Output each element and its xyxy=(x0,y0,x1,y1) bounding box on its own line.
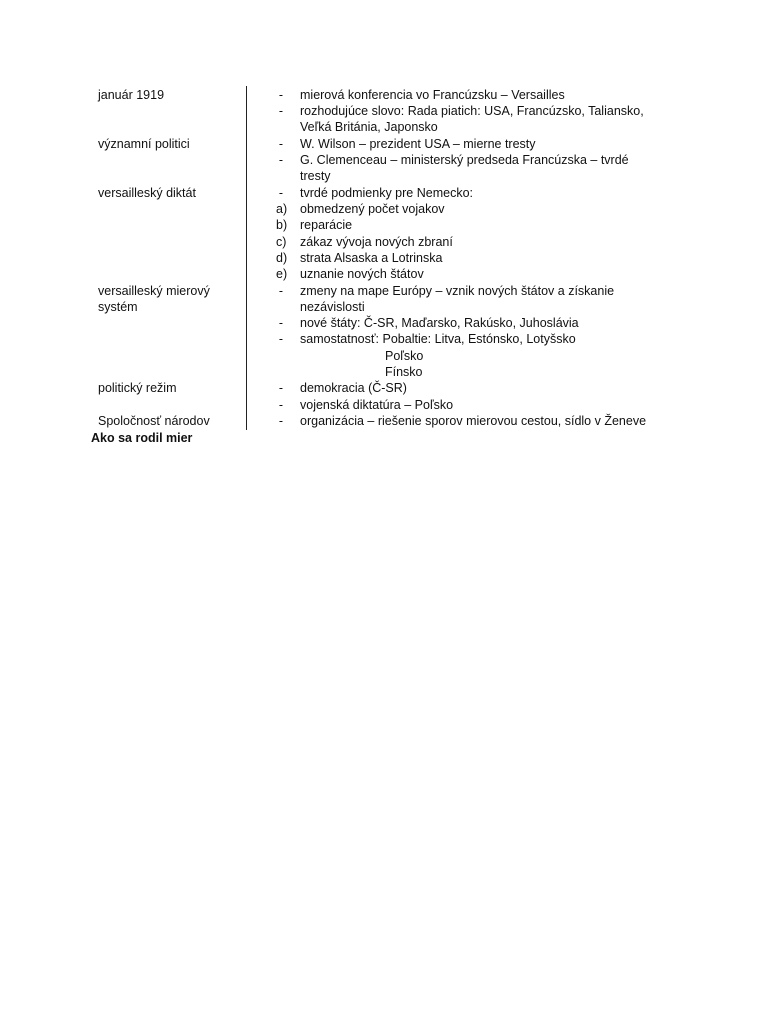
list-item-text: vojenská diktatúra – Poľsko xyxy=(300,398,454,412)
term-politicky-rezim: politický režim xyxy=(98,381,177,395)
footer-title: Ako sa rodil mier xyxy=(91,431,193,445)
list-item-text: nové štáty: Č-SR, Maďarsko, Rakúsko, Juhoslávia xyxy=(300,316,579,330)
list-item-text: tvrdé podmienky pre Nemecko: xyxy=(300,186,473,200)
list-item-text: G. Clemenceau – ministerský predseda Francúzska – tvrdé xyxy=(300,153,629,167)
list-item xyxy=(0,397,768,413)
bullet-marker: - xyxy=(278,398,284,412)
list-item xyxy=(0,217,768,233)
list-item-text: Veľká Británia, Japonsko xyxy=(300,120,438,134)
list-item xyxy=(0,250,768,266)
list-item-text: nezávislosti xyxy=(300,300,365,314)
list-item xyxy=(0,234,768,250)
bullet-marker: - xyxy=(278,414,284,428)
bullet-marker: - xyxy=(278,153,284,167)
list-item xyxy=(0,185,768,201)
list-item-continuation xyxy=(0,348,768,364)
list-item-text: samostatnosť: Pobaltie: Litva, Estónsko, Lotyšsko xyxy=(300,332,576,346)
term-versailles-mierovy-system: versailleský mierový systém xyxy=(98,284,210,315)
letter-marker: c) xyxy=(276,235,287,249)
bullet-marker: - xyxy=(278,137,284,151)
bullet-marker: - xyxy=(278,316,284,330)
list-item-text: reparácie xyxy=(300,218,353,232)
bullet-marker: - xyxy=(278,88,284,102)
list-item-text: obmedzený počet vojakov xyxy=(300,202,445,216)
list-item-continuation xyxy=(0,168,768,184)
bullet-marker: - xyxy=(278,104,284,118)
letter-marker: b) xyxy=(276,218,288,232)
list-item xyxy=(0,136,768,152)
list-item-text: strata Alsaska a Lotrinska xyxy=(300,251,443,265)
list-item-text: organizácia – riešenie sporov mierovou cestou, sídlo v Ženeve xyxy=(300,414,647,428)
list-item xyxy=(0,103,768,119)
term-januar-1919: január 1919 xyxy=(98,88,165,102)
list-item xyxy=(0,380,768,396)
bullet-marker: - xyxy=(278,332,284,346)
list-item-text: W. Wilson – prezident USA – mierne tresty xyxy=(300,137,536,151)
term-spolocnost-narodov: Spoločnosť národov xyxy=(98,414,210,428)
list-item xyxy=(0,331,768,347)
list-item-text: tresty xyxy=(300,169,331,183)
term-vyznamni-politici: významní politici xyxy=(98,137,190,151)
list-item-continuation xyxy=(0,119,768,135)
list-item-text: mierová konferencia vo Francúzsku – Versailles xyxy=(300,88,565,102)
list-item-text: zmeny na mape Európy – vznik nových štátov a získanie xyxy=(300,284,615,298)
list-item-continuation xyxy=(0,364,768,380)
list-item xyxy=(0,266,768,282)
list-item xyxy=(0,283,768,299)
bullet-marker: - xyxy=(278,186,284,200)
list-item xyxy=(0,315,768,331)
term-versailles-diktat: versailleský diktát xyxy=(98,186,196,200)
list-item xyxy=(0,152,768,168)
list-item xyxy=(0,413,768,429)
list-item-text: Fínsko xyxy=(385,365,423,379)
bullet-marker: - xyxy=(278,284,284,298)
list-item-text: uznanie nových štátov xyxy=(300,267,424,281)
letter-marker: d) xyxy=(276,251,288,265)
list-item-continuation xyxy=(0,299,768,315)
letter-marker: e) xyxy=(276,267,288,281)
bullet-marker: - xyxy=(278,381,284,395)
list-item-text: zákaz vývoja nových zbraní xyxy=(300,235,453,249)
letter-marker: a) xyxy=(276,202,288,216)
list-item-text: Poľsko xyxy=(385,349,424,363)
list-item xyxy=(0,201,768,217)
list-item xyxy=(0,87,768,103)
list-item-text: rozhodujúce slovo: Rada piatich: USA, Francúzsko, Taliansko, xyxy=(300,104,644,118)
list-item-text: demokracia (Č-SR) xyxy=(300,381,407,395)
